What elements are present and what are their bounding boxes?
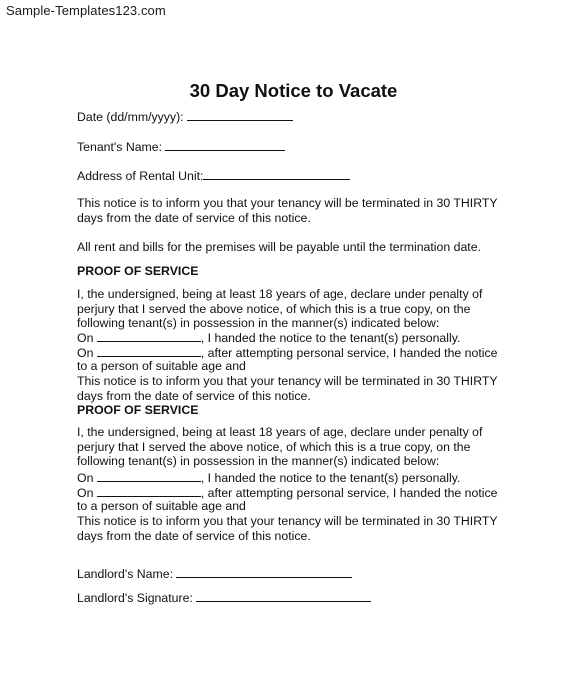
landlord-name-blank[interactable] <box>176 566 352 578</box>
tenant-blank[interactable] <box>165 139 285 151</box>
proof-intro-1: I, the undersigned, being at least 18 years of age, declare under penalty of perjury that I served the above notice, of which this is a true copy, on the following tenant(s) in possession in the manner(s) indicated below: <box>77 287 483 331</box>
date-label: Date (dd/mm/yyyy): <box>77 110 184 124</box>
on-label: On <box>77 331 94 345</box>
after-attempting-text: , after attempting personal service, I handed the notice <box>200 346 498 360</box>
proof-heading-2: PROOF OF SERVICE <box>77 403 199 417</box>
landlord-signature-blank[interactable] <box>196 590 371 602</box>
landlord-signature-label: Landlord's Signature: <box>77 591 193 605</box>
tenant-field <box>77 139 285 155</box>
landlord-name-label: Landlord's Name: <box>77 567 173 581</box>
on-line-1a <box>77 330 460 346</box>
on-line-2a <box>77 470 460 486</box>
on-label: On <box>77 471 94 485</box>
address-blank[interactable] <box>203 168 350 180</box>
tenant-label: Tenant's Name: <box>77 140 163 154</box>
address-field <box>77 168 350 184</box>
handed-personally-text: , I handed the notice to the tenant(s) personally. <box>200 331 461 345</box>
document-title: 30 Day Notice to Vacate <box>189 80 398 101</box>
address-label: Address of Rental Unit: <box>77 169 204 183</box>
notice-repeat-1: This notice is to inform you that your tenancy will be terminated in 30 THIRTY days from the date of service of this notice. <box>77 374 498 403</box>
notice-paragraph: This notice is to inform you that your tenancy will be terminated in 30 THIRTY days from the date of service of this notice. <box>77 196 498 225</box>
after-attempting-text: , after attempting personal service, I handed the notice <box>200 486 498 500</box>
on-label: On <box>77 486 94 500</box>
handed-personally-text: , I handed the notice to the tenant(s) personally. <box>200 471 461 485</box>
suitable-age-1: to a person of suitable age and <box>77 359 246 373</box>
proof-heading-1: PROOF OF SERVICE <box>77 264 199 278</box>
on-date-blank[interactable] <box>97 330 201 342</box>
proof-intro-2: I, the undersigned, being at least 18 years of age, declare under penalty of perjury that I served the above notice, of which this is a true copy, on the following tenant(s) in possession in the manner(s) indicated below: <box>77 425 483 469</box>
site-watermark: Sample-Templates123.com <box>6 3 166 18</box>
landlord-name-field <box>77 566 352 582</box>
date-blank[interactable] <box>187 109 293 121</box>
suitable-age-2: to a person of suitable age and <box>77 499 246 513</box>
on-label: On <box>77 346 94 360</box>
rent-bills-paragraph: All rent and bills for the premises will be payable until the termination date. <box>77 240 481 254</box>
landlord-signature-field <box>77 590 371 606</box>
on-date-blank[interactable] <box>97 470 201 482</box>
date-field <box>77 109 293 125</box>
notice-repeat-2: This notice is to inform you that your tenancy will be terminated in 30 THIRTY days from the date of service of this notice. <box>77 514 498 543</box>
on-date-blank[interactable] <box>97 485 201 497</box>
on-date-blank[interactable] <box>97 345 201 357</box>
